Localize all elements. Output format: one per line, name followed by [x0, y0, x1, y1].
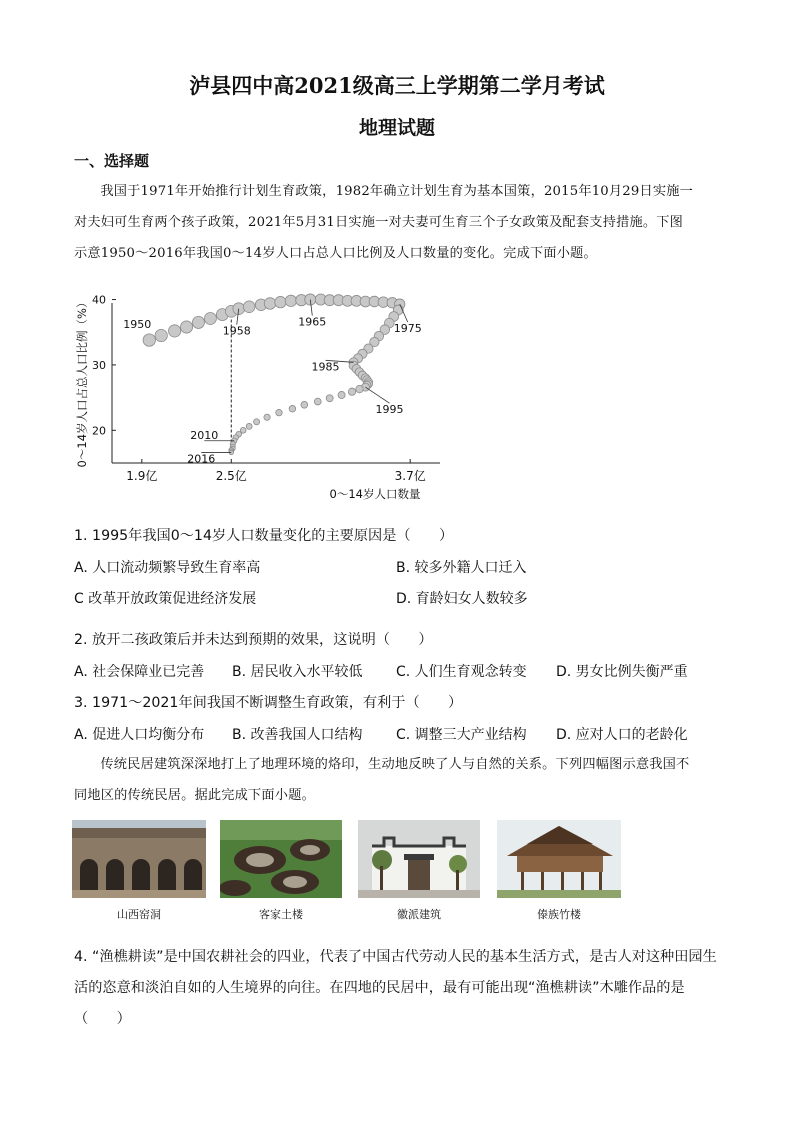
point-label: 1965	[298, 315, 327, 329]
data-point	[301, 401, 308, 408]
data-point	[305, 294, 316, 305]
data-point	[275, 296, 286, 307]
data-point	[180, 321, 192, 333]
x-axis-label: 0～14岁人口数量	[329, 487, 421, 501]
photo-caption-1: 山西窑洞	[117, 908, 161, 921]
population-chart	[70, 285, 460, 505]
data-point	[348, 388, 355, 395]
q4-line: 活的恣意和淡泊自如的人生境界的向往。在四地的民居中，最有可能出现“渔樵耕读”木雕作品的是	[74, 980, 685, 996]
point-label: 1950	[123, 318, 152, 332]
section-heading: 一、选择题	[74, 152, 150, 170]
q1-option-c[interactable]: C 改革开放政策促进经济发展	[74, 591, 257, 607]
photo-hui-architecture	[358, 820, 480, 898]
point-label: 1995	[375, 403, 404, 417]
q2-option-b[interactable]: B. 居民收入水平较低	[232, 664, 363, 680]
exam-subtitle: 地理试题	[358, 117, 435, 139]
data-point	[155, 329, 167, 341]
y-tick-label: 40	[92, 293, 106, 307]
intro-paragraph-1	[74, 176, 722, 269]
photo-dai-bamboo-house	[497, 820, 621, 898]
question-3-stem: 3. 1971～2021年间我国不断调整生育政策，有利于（ ）	[74, 695, 463, 711]
y-axis-label: 0～14岁人口占总人口比例（%）	[75, 296, 89, 468]
x-tick-label: 3.7亿	[394, 469, 426, 483]
photo-caption-3: 徽派建筑	[397, 908, 441, 921]
data-point	[326, 395, 333, 402]
intro-line: 同地区的传统民居。据此完成下面小题。	[74, 788, 315, 803]
q2-option-d[interactable]: D. 男女比例失衡严重	[556, 664, 688, 680]
point-label: 1985	[311, 360, 340, 374]
intro-line: 示意1950～2016年我国0～14岁人口占总人口比例及人口数量的变化。完成下面小题。	[74, 246, 597, 261]
q3-option-c[interactable]: C. 调整三大产业结构	[396, 727, 527, 743]
y-tick-label: 30	[92, 358, 106, 372]
data-point	[264, 414, 270, 420]
q2-option-c[interactable]: C. 人们生育观念转变	[396, 664, 527, 680]
exam-title: 泸县四中高2021级高三上学期第二学月考试	[189, 73, 605, 98]
question-4-stem	[74, 942, 724, 1035]
data-point	[168, 325, 180, 337]
photo-caption-4: 傣族竹楼	[537, 908, 581, 921]
q1-option-d[interactable]: D. 育龄妇女人数较多	[396, 591, 528, 607]
data-point	[243, 301, 255, 313]
intro-line: 我国于1971年开始推行计划生育政策，1982年确立计划生育为基本国策，2015年10月29日实施一	[100, 184, 694, 199]
q2-option-a[interactable]: A. 社会保障业已完善	[74, 664, 205, 680]
data-point	[289, 405, 296, 412]
data-point	[338, 391, 345, 398]
q3-option-b[interactable]: B. 改善我国人口结构	[232, 727, 363, 743]
point-label: 2016	[187, 452, 216, 466]
x-tick-label: 2.5亿	[215, 469, 247, 483]
data-point	[204, 313, 216, 325]
intro-paragraph-2	[74, 749, 722, 811]
intro-line: 对夫妇可生育两个孩子政策，2021年5月31日实施一对夫妻可生育三个子女政策及配套支持措施。下图	[74, 215, 684, 230]
question-2-stem: 2. 放开二孩政策后并未达到预期的效果，这说明（ ）	[74, 632, 433, 648]
chart-marks	[143, 294, 405, 455]
q3-option-d[interactable]: D. 应对人口的老龄化	[556, 727, 688, 743]
data-point	[285, 295, 296, 306]
q3-option-a[interactable]: A. 促进人口均衡分布	[74, 727, 205, 743]
question-1-stem: 1. 1995年我国0～14岁人口数量变化的主要原因是（ ）	[74, 528, 454, 544]
point-label: 1958	[222, 324, 251, 338]
q1-option-a[interactable]: A. 人口流动频繁导致生育率高	[74, 560, 261, 576]
chart-labels	[75, 294, 426, 501]
data-point	[276, 409, 282, 415]
photo-caption-2: 客家土楼	[259, 908, 303, 921]
y-tick-label: 20	[92, 424, 106, 438]
data-point	[314, 398, 321, 405]
point-label: 2010	[190, 428, 219, 442]
data-point	[264, 298, 276, 310]
data-point	[254, 419, 260, 425]
label-leader-line	[365, 387, 389, 403]
q4-line: 4. “渔樵耕读”是中国农耕社会的四业，代表了中国古代劳动人民的基本生活方式，是古人对这种田园生	[74, 949, 717, 965]
data-point	[246, 423, 252, 429]
data-point	[192, 316, 204, 328]
intro-line: 传统民居建筑深深地打上了地理环境的烙印，生动地反映了人与自然的关系。下列四幅图示意我国不	[100, 757, 690, 772]
q4-line: （ ）	[74, 1011, 131, 1027]
data-point	[143, 334, 155, 346]
point-label: 1975	[393, 322, 422, 336]
photo-cave-dwelling	[72, 820, 206, 898]
q1-option-b[interactable]: B. 较多外籍人口迁入	[396, 560, 527, 576]
photo-hakka-tulou	[220, 820, 342, 898]
data-point	[356, 385, 363, 392]
x-tick-label: 1.9亿	[126, 469, 158, 483]
